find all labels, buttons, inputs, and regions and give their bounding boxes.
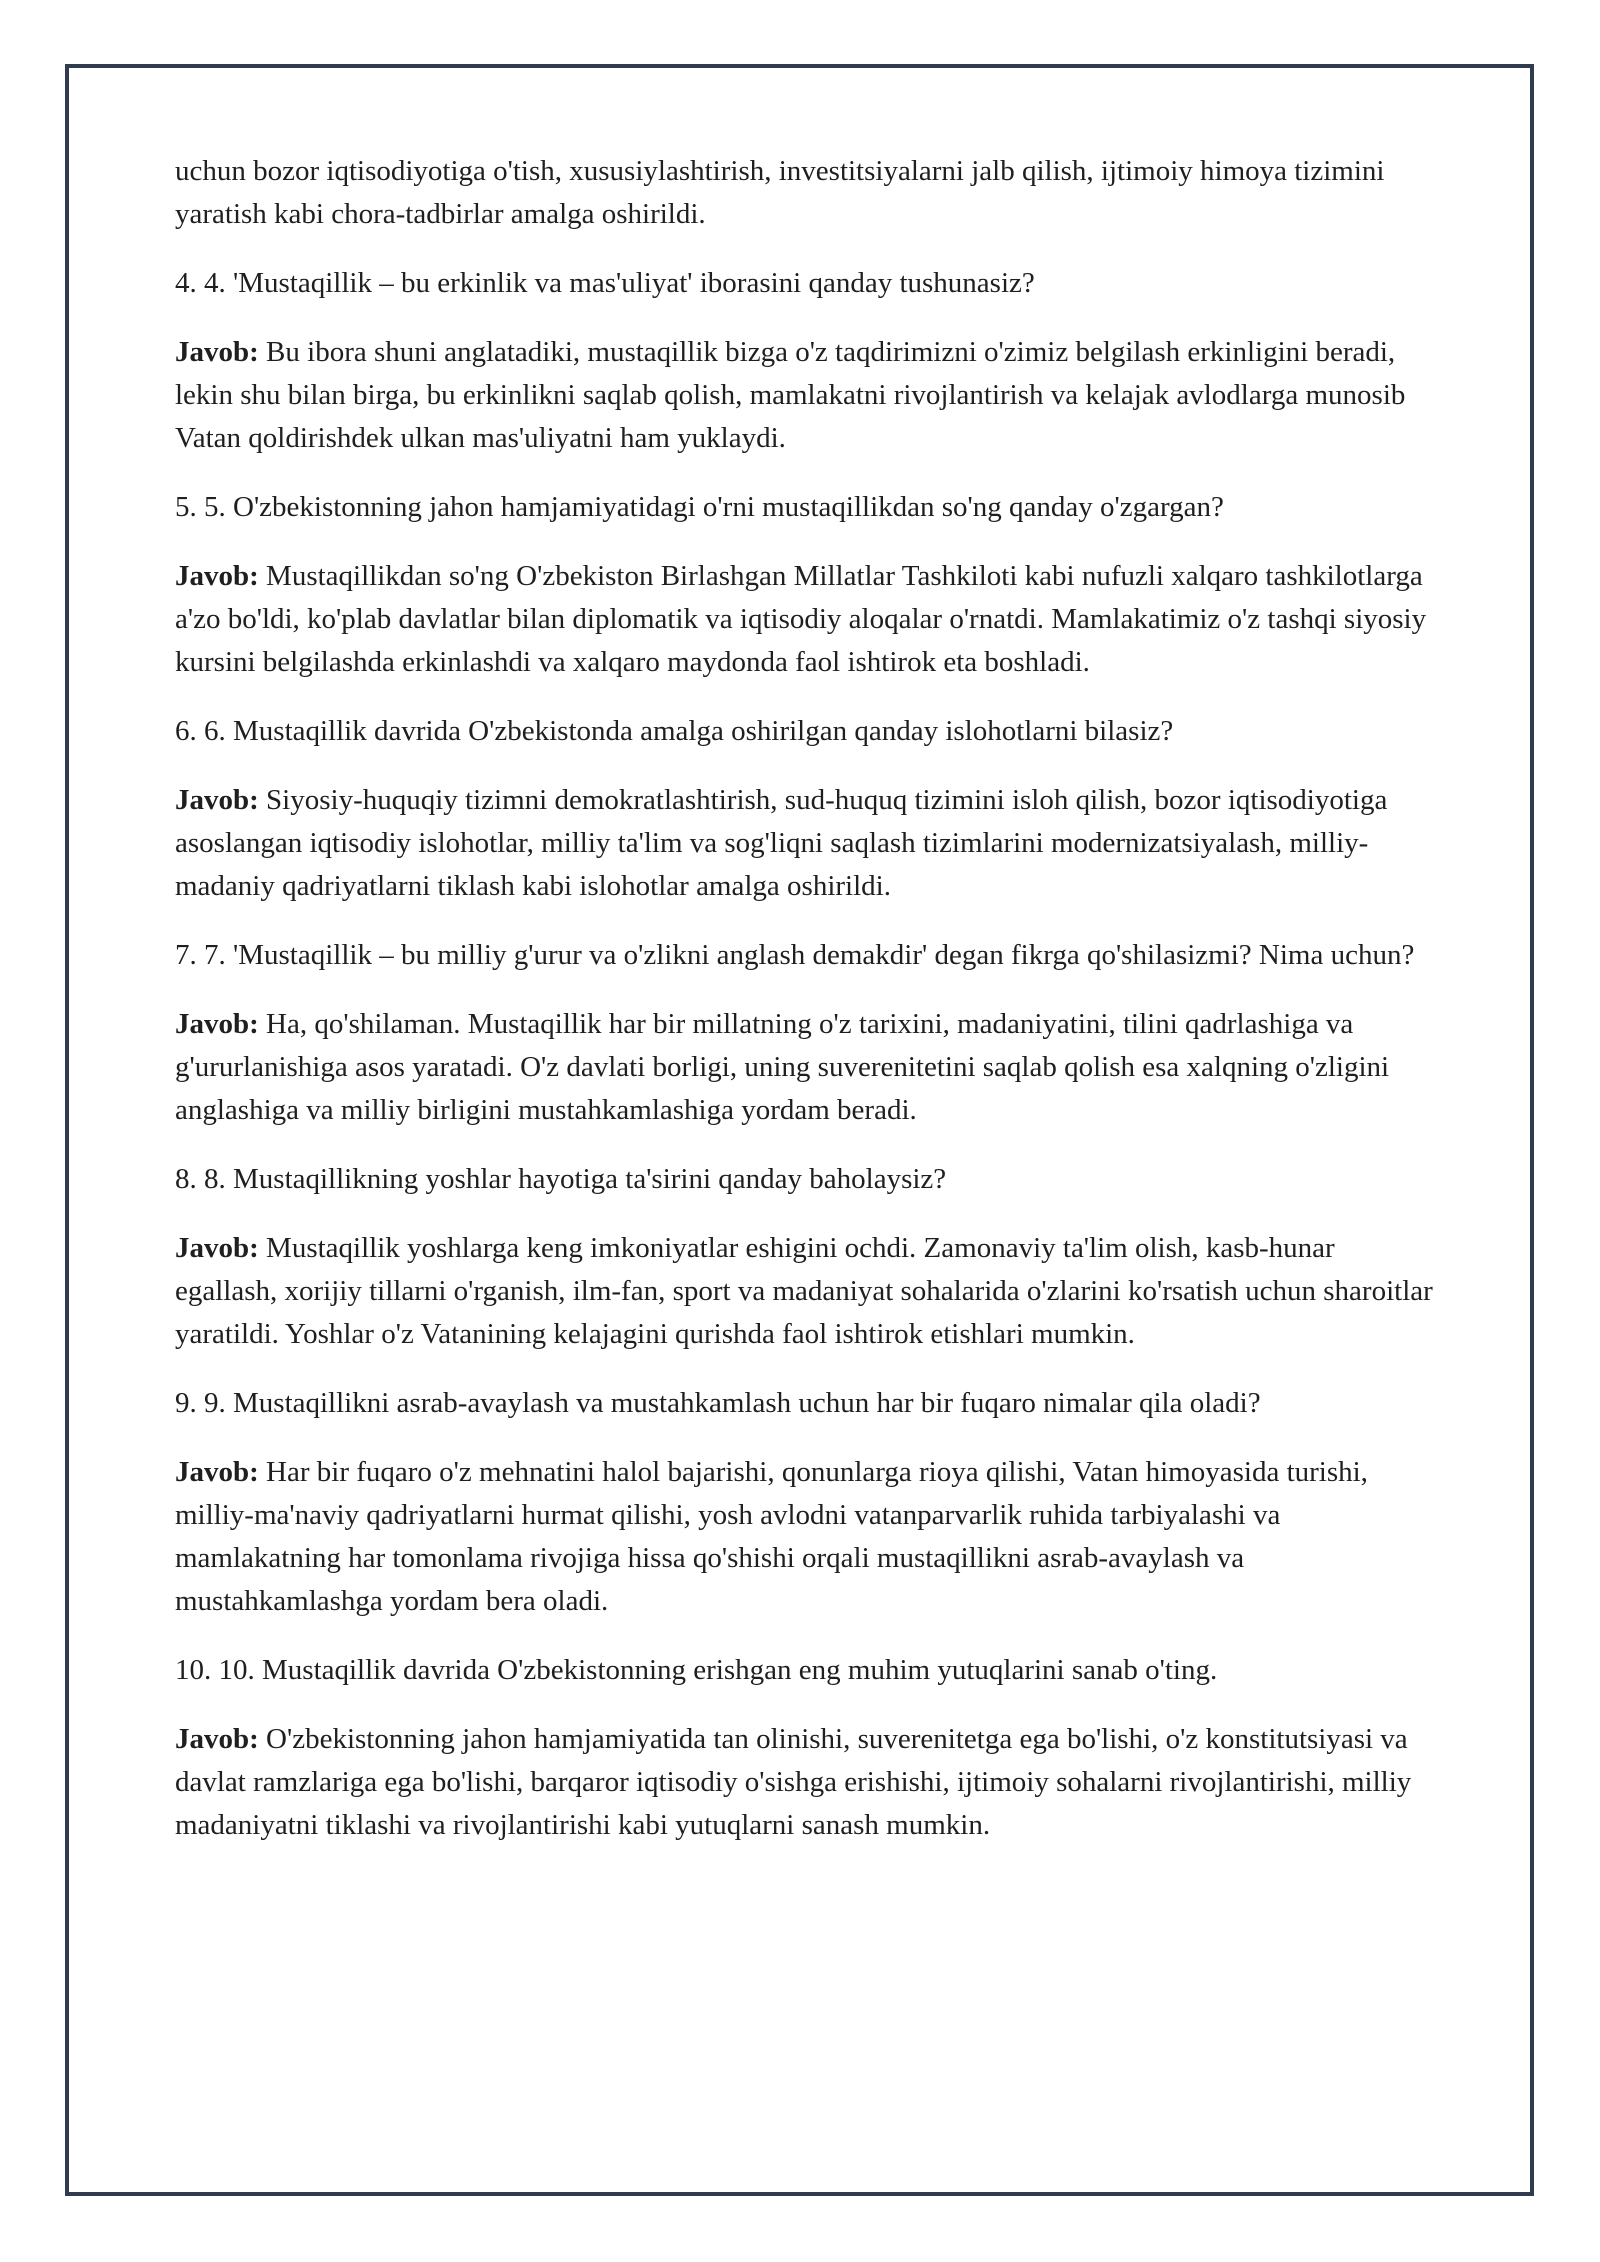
answer-text: O'zbekistonning jahon hamjamiyatida tan olinishi, suverenitetga ega bo'lishi, o'z konstitutsiyasi va davlat ramzlariga ega bo'lishi, barqaror iqtisodiy o'sishga erishishi, ijtimoiy sohalarni rivojlantirishi, milliy madaniyatni tiklashi va rivojlantirishi kabi yutuqlarni sanash mumkin. bbox=[175, 1723, 1412, 1841]
answer-label: Javob: bbox=[175, 1723, 259, 1755]
question-6: 6. 6. Mustaqillik davrida O'zbekistonda amalga oshirilgan qanday islohotlarni bilasiz? bbox=[175, 715, 1174, 747]
question-7: 7. 7. 'Mustaqillik – bu milliy g'urur va o'zlikni anglash demakdir' degan fikrga qo'shilasizmi? Nima uchun? bbox=[175, 939, 1415, 971]
answer-8 bbox=[175, 1227, 1435, 1356]
answer-5 bbox=[175, 555, 1435, 684]
question-9: 9. 9. Mustaqillikni asrab-avaylash va mustahkamlash uchun har bir fuqaro nimalar qila oladi? bbox=[175, 1387, 1261, 1419]
document-body bbox=[175, 150, 1435, 1873]
answer-7 bbox=[175, 1003, 1435, 1132]
answer-label: Javob: bbox=[175, 1008, 259, 1040]
answer-6 bbox=[175, 779, 1435, 908]
answer-9 bbox=[175, 1451, 1435, 1623]
question-5: 5. 5. O'zbekistonning jahon hamjamiyatidagi o'rni mustaqillikdan so'ng qanday o'zgargan? bbox=[175, 491, 1224, 523]
question-4: 4. 4. 'Mustaqillik – bu erkinlik va mas'uliyat' iborasini qanday tushunasiz? bbox=[175, 267, 1035, 299]
answer-text: Mustaqillikdan so'ng O'zbekiston Birlashgan Millatlar Tashkiloti kabi nufuzli xalqaro tashkilotlarga a'zo bo'ldi, ko'plab davlatlar bilan diplomatik va iqtisodiy aloqalar o'rnatdi. Mamlakatimiz o'z tashqi siyosiy kursini belgilashda erkinlashdi va xalqaro maydonda faol ishtirok eta boshladi. bbox=[175, 560, 1427, 678]
answer-10 bbox=[175, 1718, 1435, 1847]
question-10: 10. 10. Mustaqillik davrida O'zbekistonning erishgan eng muhim yutuqlarini sanab o'ting. bbox=[175, 1654, 1218, 1686]
answer-text: Ha, qo'shilaman. Mustaqillik har bir millatning o'z tarixini, madaniyatini, tilini qadrlashiga va g'ururlanishiga asos yaratadi. O'z davlati borligi, uning suverenitetini saqlab qolish esa xalqning o'zligini anglashiga va milliy birligini mustahkamlashiga yordam beradi. bbox=[175, 1008, 1390, 1126]
answer-label: Javob: bbox=[175, 784, 259, 816]
answer-text: Har bir fuqaro o'z mehnatini halol bajarishi, qonunlarga rioya qilishi, Vatan himoyasida turishi, milliy-ma'naviy qadriyatlarni hurmat qilishi, yosh avlodni vatanparvarlik ruhida tarbiyalashi va mamlakatning har tomonlama rivojiga hissa qo'shishi orqali mustaqillikni asrab-avaylash va mustahkamlashga yordam bera oladi. bbox=[175, 1456, 1368, 1617]
answer-label: Javob: bbox=[175, 560, 259, 592]
question-8: 8. 8. Mustaqillikning yoshlar hayotiga ta'sirini qanday baholaysiz? bbox=[175, 1163, 947, 1195]
answer-4 bbox=[175, 331, 1435, 460]
answer-text: Bu ibora shuni anglatadiki, mustaqillik bizga o'z taqdirimizni o'zimiz belgilash erkinligini beradi, lekin shu bilan birga, bu erkinlikni saqlab qolish, mamlakatni rivojlantirish va kelajak avlodlarga munosib Vatan qoldirishdek ulkan mas'uliyatni ham yuklaydi. bbox=[175, 336, 1406, 454]
answer-label: Javob: bbox=[175, 1456, 259, 1488]
answer-label: Javob: bbox=[175, 336, 259, 368]
intro-paragraph: uchun bozor iqtisodiyotiga o'tish, xususiylashtirish, investitsiyalarni jalb qilish, ijtimoiy himoya tizimini yaratish kabi chora-tadbirlar amalga oshirildi. bbox=[175, 155, 1385, 230]
answer-text: Mustaqillik yoshlarga keng imkoniyatlar eshigini ochdi. Zamonaviy ta'lim olish, kasb-hunar egallash, xorijiy tillarni o'rganish, ilm-fan, sport va madaniyat sohalarida o'zlarini ko'rsatish uchun sharoitlar yaratildi. Yoshlar o'z Vatanining kelajagini qurishda faol ishtirok etishlari mumkin. bbox=[175, 1232, 1433, 1350]
answer-label: Javob: bbox=[175, 1232, 259, 1264]
answer-text: Siyosiy-huquqiy tizimni demokratlashtirish, sud-huquq tizimini isloh qilish, bozor iqtisodiyotiga asoslangan iqtisodiy islohotlar, milliy ta'lim va sog'liqni saqlash tizimlarini modernizatsiyalash, milliy-madaniy qadriyatlarni tiklash kabi islohotlar amalga oshirildi. bbox=[175, 784, 1388, 902]
